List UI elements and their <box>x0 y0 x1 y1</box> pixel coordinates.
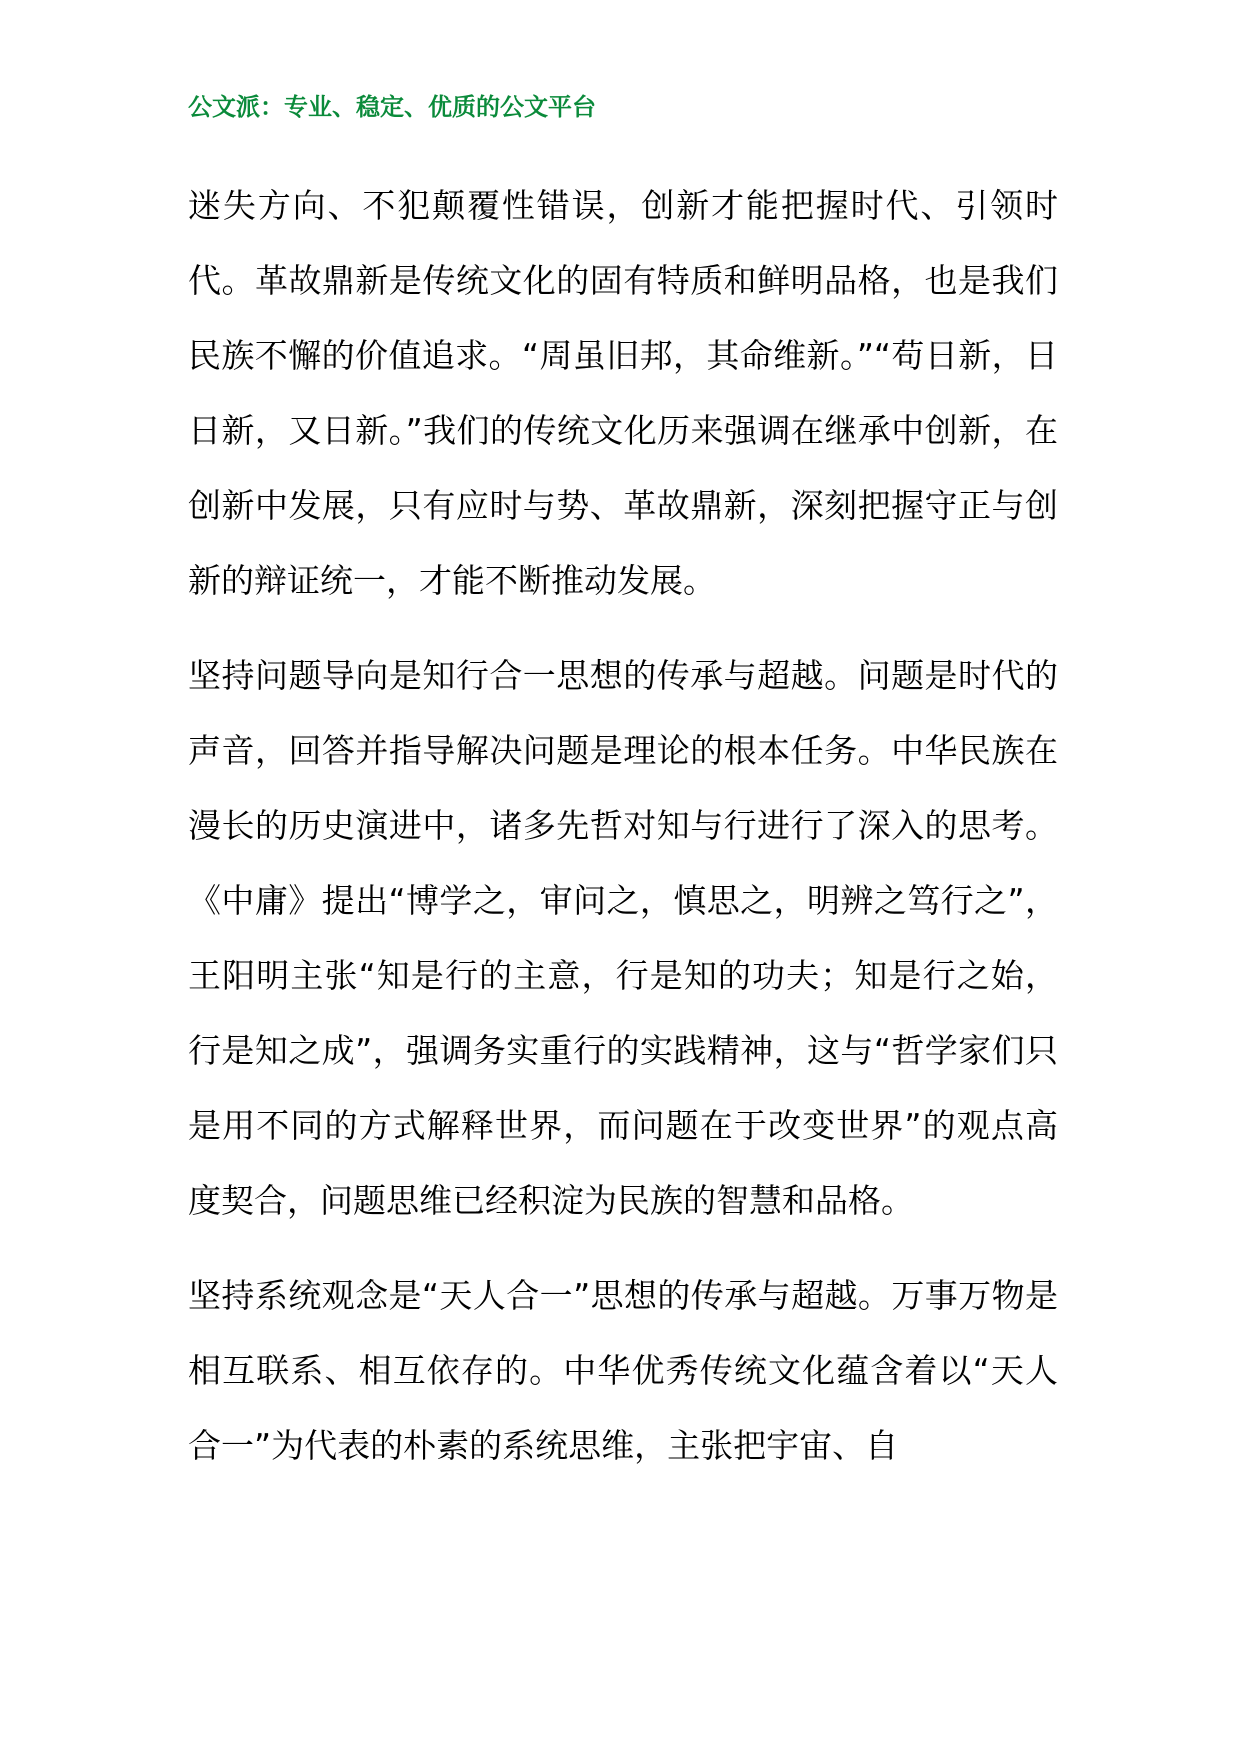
page-header: 公文派：专业、稳定、优质的公文平台 <box>188 93 596 121</box>
paragraph-problem-orientation: 坚持问题导向是知行合一思想的传承与超越。问题是时代的声音，回答并指导解决问题是理论的根本任务。中华民族在漫长的历史演进中，诸多先哲对知与行进行了深入的思考。《中庸》提出“博学之，审问之，慎思之，明辨之笃行之”，王阳明主张“知是行的主意，行是知的功夫；知是行之始，行是知之成”，强调务实重行的实践精神，这与“哲学家们只是用不同的方式解释世界，而问题在于改变世界”的观点高度契合，问题思维已经积淀为民族的智慧和品格。 <box>188 656 1058 1220</box>
paragraph-innovation: 迷失方向、不犯颠覆性错误，创新才能把握时代、引领时代。革故鼎新是传统文化的固有特质和鲜明品格，也是我们民族不懈的价值追求。“周虽旧邦，其命维新。”“苟日新，日日新，又日新。”我们的传统文化历来强调在继承中创新，在创新中发展，只有应时与势、革故鼎新，深刻把握守正与创新的辩证统一，才能不断推动发展。 <box>188 186 1058 600</box>
paragraph-system-thinking: 坚持系统观念是“天人合一”思想的传承与超越。万事万物是相互联系、相互依存的。中华优秀传统文化蕴含着以“天人合一”为代表的朴素的系统思维，主张把宇宙、自 <box>188 1276 1058 1465</box>
document-body <box>188 168 1058 1503</box>
